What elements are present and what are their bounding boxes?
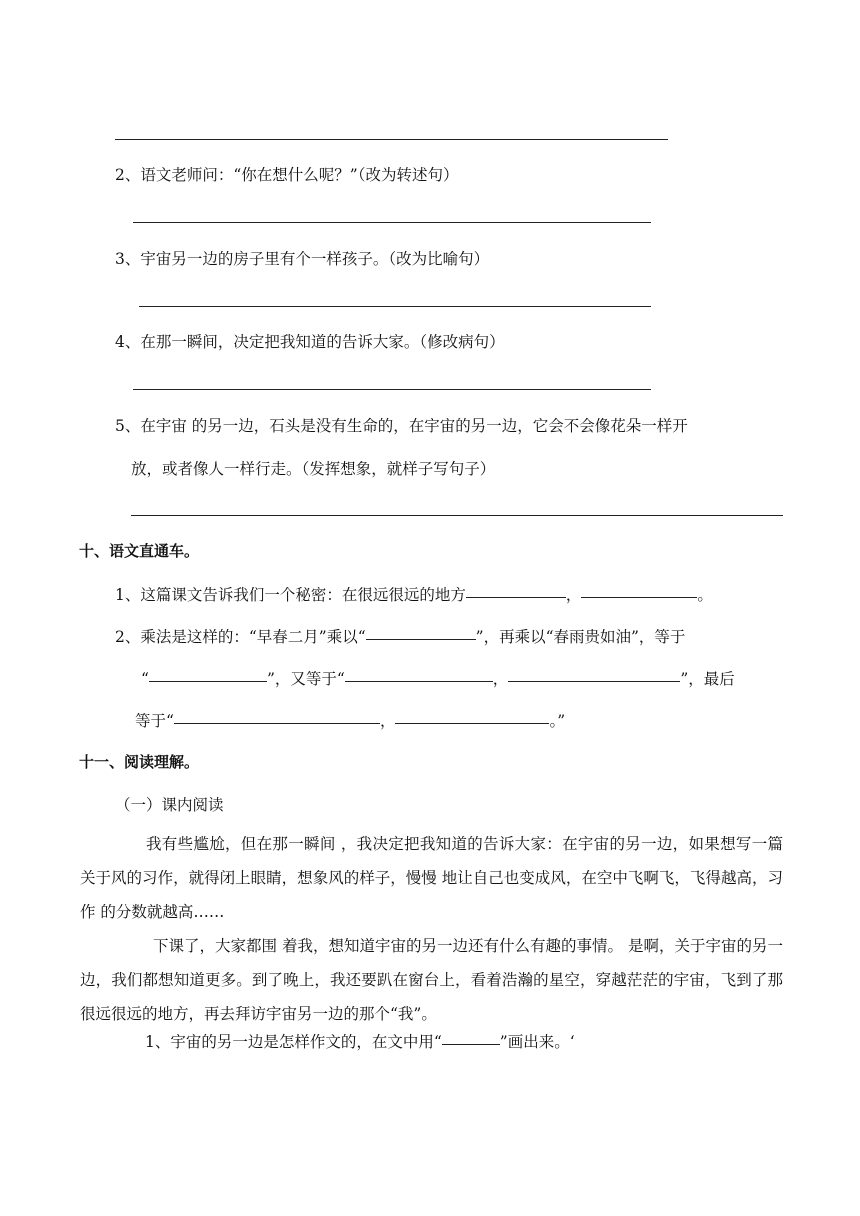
q2-blank-3[interactable] xyxy=(345,680,493,682)
answer-line-q2 xyxy=(133,222,651,223)
q2-text-c: “ xyxy=(141,670,149,688)
reading-question-1 xyxy=(145,1030,575,1052)
q2-blank-2[interactable] xyxy=(149,680,267,682)
q2-blank-1[interactable] xyxy=(366,638,476,640)
q1-end: 。 xyxy=(697,586,713,604)
reading-q1-text-a: 1、宇宙的另一边是怎样作文的，在文中用“ xyxy=(145,1033,442,1051)
q2-text-f: ”，最后 xyxy=(680,670,735,688)
q1-blank-2[interactable] xyxy=(581,596,697,598)
section-10-question-2-line3 xyxy=(135,709,565,731)
answer-line-q1 xyxy=(115,139,668,140)
q2-text-a: 2、乘法是这样的：“早春二月”乘以“ xyxy=(115,628,366,646)
answer-line-q3 xyxy=(139,306,651,307)
q2-blank-4[interactable] xyxy=(508,680,680,682)
q2-text-b: ”，再乘以“春雨贵如油”，等于 xyxy=(475,628,686,646)
section-11-heading: 十一、阅读理解。 xyxy=(79,753,200,771)
question-3: 3、宇宙另一边的房子里有个一样孩子。（改为比喻句） xyxy=(115,250,490,268)
q2-text-d: ”，又等于“ xyxy=(266,670,345,688)
question-2: 2、语文老师问：“你在想什么呢？”（改为转述句） xyxy=(115,166,459,184)
question-4: 4、在那一瞬间，决定把我知道的告诉大家。（修改病句） xyxy=(115,333,505,351)
answer-line-q5 xyxy=(131,515,783,516)
section-10-question-2-line2 xyxy=(141,667,735,689)
question-5-line2: 放，或者像人一样行走。（发挥想象，就样子写句子） xyxy=(131,460,496,478)
q1-comma: ， xyxy=(565,586,582,604)
question-5-line1: 5、在宇宙 的另一边，石头是没有生命的，在宇宙的另一边，它会不会像花朵一样开 xyxy=(115,417,688,435)
section-10-heading: 十、语文直通车。 xyxy=(79,542,200,560)
answer-line-q4 xyxy=(133,389,651,390)
section-10-question-1 xyxy=(115,583,713,605)
reading-paragraph-2: 下课了，大家都围 着我，想知道宇宙的另一边还有什么有趣的事情。 是啊，关于宇宙的另一边，我们都想知道更多。到了晚上，我还要趴在窗台上，看着浩瀚的星空，穿越茫茫的宇宙，飞到了那很远很远的地方，再去拜访宇宙另一边的那个“我”。 xyxy=(80,937,783,1023)
reading-q1-blank[interactable] xyxy=(442,1043,500,1045)
q2-text-h: ， xyxy=(379,712,396,730)
reading-paragraph-1: 我有些尴尬，但在那一瞬间 ，我决定把我知道的告诉大家：在宇宙的另一边，如果想写一篇关于风的习作，就得闭上眼睛，想象风的样子，慢慢 地让自己也变成风，在空中飞啊飞，飞得越高，习作 的分数就越高…… xyxy=(80,835,783,921)
q2-blank-6[interactable] xyxy=(395,722,549,724)
section-10-question-2-line1 xyxy=(115,625,685,647)
reading-q1-text-b: ”画出来。‘ xyxy=(499,1033,575,1051)
q2-text-g: 等于“ xyxy=(135,712,174,730)
q1-text: 1、这篇课文告诉我们一个秘密：在很远很远的地方 xyxy=(115,586,466,604)
q2-blank-5[interactable] xyxy=(174,722,380,724)
q2-text-e: ， xyxy=(492,670,509,688)
section-11-subheading: （一）课内阅读 xyxy=(115,796,224,814)
q2-text-i: 。” xyxy=(549,712,566,730)
q1-blank-1[interactable] xyxy=(466,596,566,598)
